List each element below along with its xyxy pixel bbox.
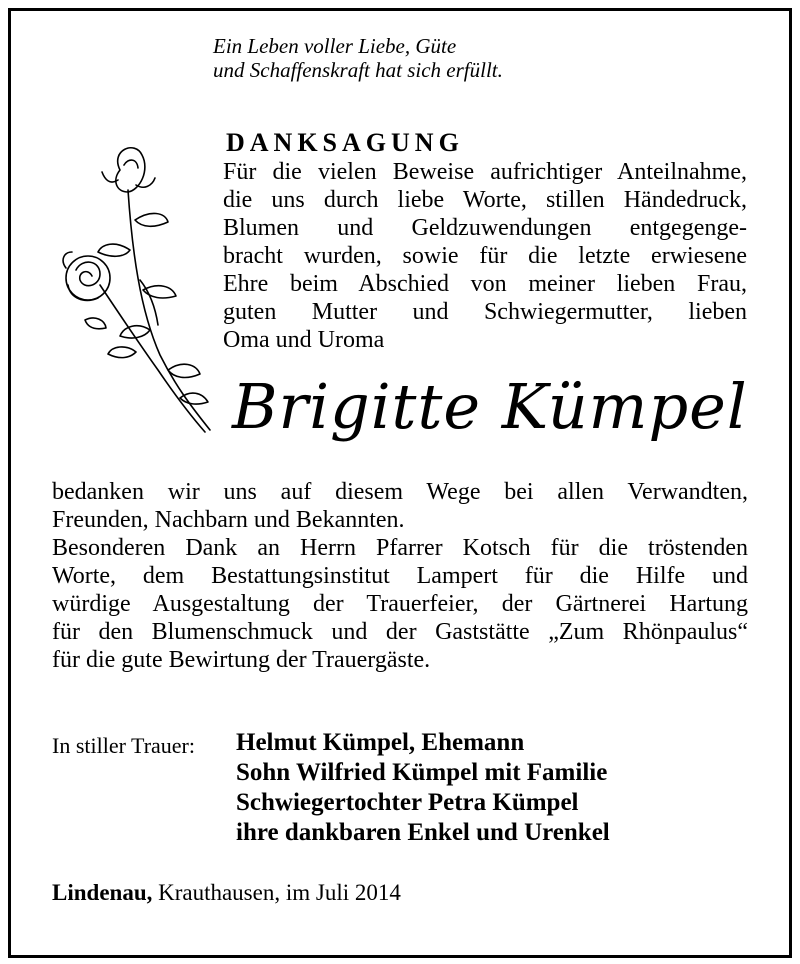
mourners-list: [236, 728, 610, 848]
intro-line: die uns durch liebe Worte, stillen Händedruck,: [223, 187, 747, 213]
body-line: für den Blumenschmuck und der Gaststätte „Zum Rhönpaulus“: [52, 619, 748, 645]
intro-line: Blumen und Geldzuwendungen entgegenge-: [223, 215, 747, 241]
heading: DANKSAGUNG: [226, 128, 464, 157]
intro-line: Ehre beim Abschied von meiner lieben Frau,: [223, 271, 747, 297]
intro-paragraph: [223, 158, 747, 354]
mourner-name: Sohn Wilfried Kümpel mit Familie: [236, 759, 608, 786]
mourner-name: ihre dankbaren Enkel und Urenkel: [236, 819, 610, 846]
intro-line: Für die vielen Beweise aufrichtiger Anteilnahme,: [223, 159, 747, 185]
place-date-rest: Krauthausen, im Juli 2014: [152, 880, 401, 905]
body-line: bedanken wir uns auf diesem Wege bei allen Verwandten,: [52, 479, 748, 505]
intro-line: bracht wurden, sowie für die letzte erwiesene: [223, 243, 747, 269]
intro-line: Oma und Uroma: [223, 327, 385, 353]
body-line: Freunden, Nachbarn und Bekannten.: [52, 507, 405, 533]
place-name: Lindenau,: [52, 880, 153, 905]
mourning-label: In stiller Trauer:: [52, 733, 195, 758]
deceased-name: Brigitte Kümpel: [232, 370, 748, 443]
body-paragraph: [52, 478, 748, 674]
body-line: Worte, dem Bestattungsinstitut Lampert für die Hilfe und: [52, 563, 748, 589]
motto-line-2: und Schaffenskraft hat sich erfüllt.: [213, 58, 503, 82]
motto: [213, 34, 503, 82]
place-date: [52, 880, 401, 906]
intro-line: guten Mutter und Schwiegermutter, lieben: [223, 299, 747, 325]
rose-icon: [40, 140, 220, 440]
motto-line-1: Ein Leben voller Liebe, Güte: [213, 34, 457, 58]
mourner-name: Helmut Kümpel, Ehemann: [236, 729, 525, 756]
body-line: für die gute Bewirtung der Trauergäste.: [52, 647, 431, 673]
mourner-name: Schwiegertochter Petra Kümpel: [236, 789, 579, 816]
body-line: Besonderen Dank an Herrn Pfarrer Kotsch für die tröstenden: [52, 535, 748, 561]
body-line: würdige Ausgestaltung der Trauerfeier, der Gärtnerei Hartung: [52, 591, 748, 617]
